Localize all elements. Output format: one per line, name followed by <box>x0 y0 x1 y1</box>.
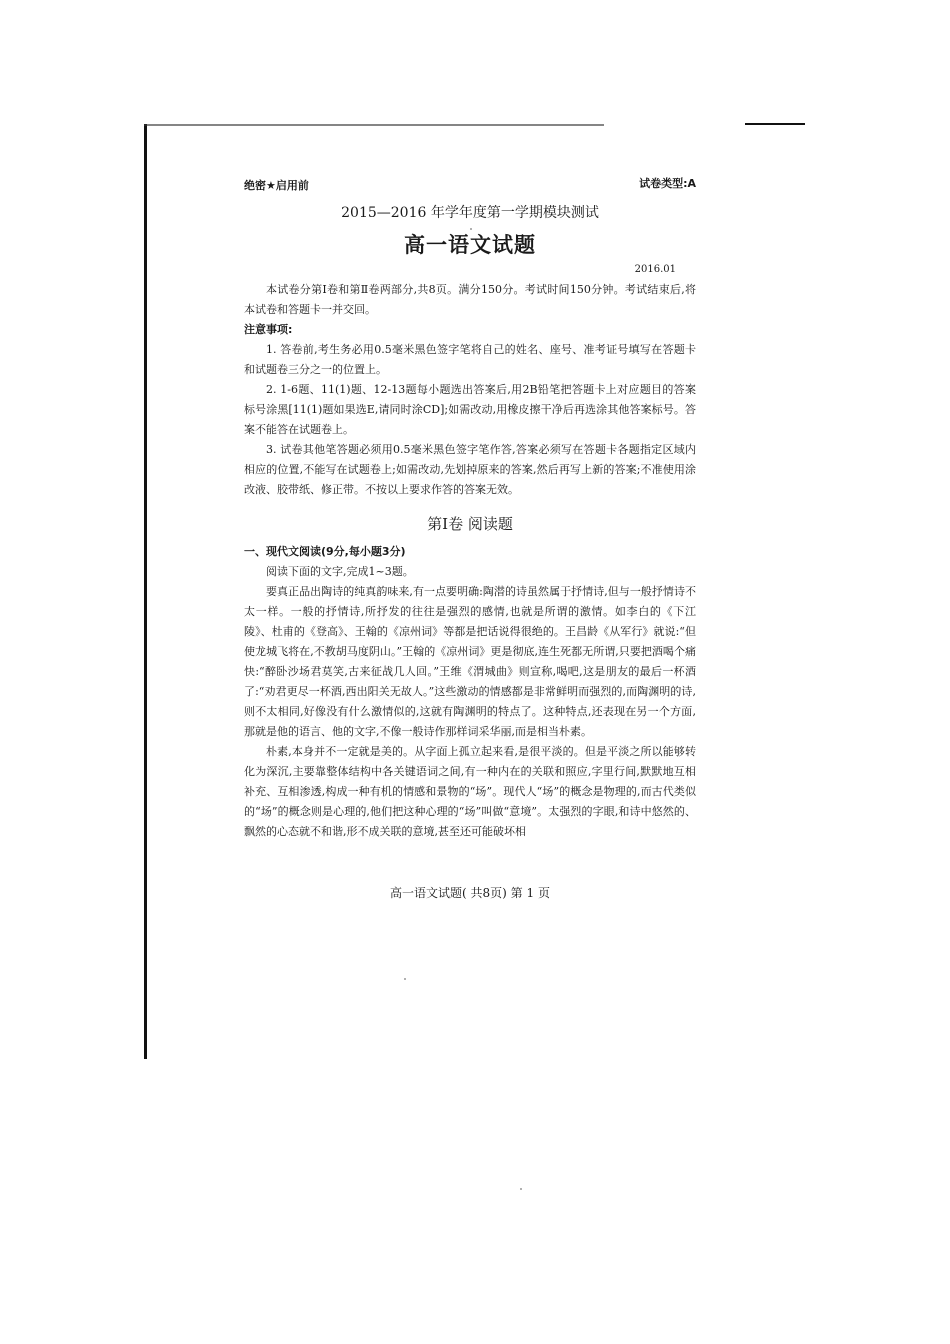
reading-paragraph-1: 要真正品出陶诗的纯真韵味来,有一点要明确:陶潜的诗虽然属于抒情诗,但与一般抒情诗不太一样。一般的抒情诗,所抒发的往往是强烈的感情,也就是所谓的激情。如李白的《下江陵》、杜甫的《登高》、王翰的《凉州词》等都是把话说得很绝的。王昌龄《从军行》就说:“但使龙城飞将在,不教胡马度阴山。”王翰的《凉州词》更是彻底,连生死都无所谓,只要把酒喝个痛快:“醉卧沙场君莫笑,古来征战几人回。”王维《渭城曲》则宣称,喝吧,这是朋友的最后一杯酒了:“劝君更尽一杯酒,西出阳关无故人。”这些激动的情感都是非常鲜明而强烈的,而陶渊明的诗,则不太相同,好像没有什么激情似的,这就有陶渊明的特点了。这种特点,还表现在另一个方面,那就是他的语言、他的文字,不像一般诗作那样词采华丽,而是相当朴素。 <box>244 585 696 738</box>
notes-heading: 注意事项: <box>244 323 293 336</box>
scan-speck <box>470 228 472 230</box>
note-item-1: 1. 答卷前,考生务必用0.5毫米黑色签字笔将自己的姓名、座号、准考证号填写在答题卡和试题卷三分之一的位置上。 <box>244 343 696 376</box>
scan-border-left <box>144 124 147 1059</box>
scan-border-top-right <box>745 123 805 125</box>
exam-date: 2016.01 <box>634 264 676 275</box>
scan-speck <box>520 1188 522 1190</box>
exam-title: 高一语文试题 <box>404 232 536 257</box>
note-item-2: 2. 1-6题、11(1)题、12-13题每小题选出答案后,用2B铅笔把答题卡上对应题目的答案标号涂黑[11(1)题如果选E,请同时涂CD];如需改动,用橡皮擦干净后再选涂其他答案标号。答案不能答在试题卷上。 <box>244 383 696 436</box>
note-item-3: 3. 试卷其他笔答题必须用0.5毫米黑色签字笔作答,答案必须写在答题卡各题指定区域内相应的位置,不能写在试题卷上;如需改动,先划掉原来的答案,然后再写上新的答案;不准使用涂改液、胶带纸、修正带。不按以上要求作答的答案无效。 <box>244 443 696 496</box>
question-heading: 一、现代文阅读(9分,每小题3分) <box>244 545 406 558</box>
exam-subtitle: 2015—2016 年学年度第一学期模块测试 <box>341 205 599 221</box>
secret-label: 绝密★启用前 <box>244 179 309 192</box>
reading-instruction: 阅读下面的文字,完成1~3题。 <box>266 565 414 578</box>
reading-paragraph-2: 朴素,本身并不一定就是美的。从字面上孤立起来看,是很平淡的。但是平淡之所以能够转化为深沉,主要靠整体结构中各关键语词之间,有一种内在的关联和照应,字里行间,默默地互相补充、互相渗透,构成一种有机的情感和景物的“场”。现代人“场”的概念是物理的,而古代类似的“场”的概念则是心理的,他们把这种心理的“场”叫做“意境”。太强烈的字眼,和诗中悠然的、飘然的心态就不和谐,形不成关联的意境,甚至还可能破坏相 <box>244 745 696 838</box>
section-title: 第Ⅰ卷 阅读题 <box>427 515 513 533</box>
scan-border-top <box>144 124 604 126</box>
paper-type-label: 试卷类型:A <box>639 177 696 190</box>
scan-speck <box>404 978 406 980</box>
intro-paragraph: 本试卷分第Ⅰ卷和第Ⅱ卷两部分,共8页。满分150分。考试时间150分钟。考试结束后,将本试卷和答题卡一并交回。 <box>244 283 696 316</box>
exam-page <box>244 172 696 842</box>
page-footer: 高一语文试题( 共8页) 第 1 页 <box>390 886 550 900</box>
header-row <box>244 172 696 194</box>
